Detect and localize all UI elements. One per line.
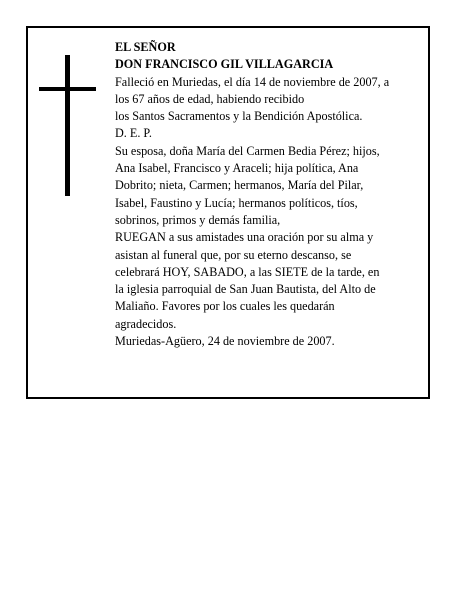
notice-line: Su esposa, doña María del Carmen Bedia Pérez; hijos, (115, 143, 380, 158)
notice-line: Muriedas-Agüero, 24 de noviembre de 2007. (115, 334, 335, 349)
cross-vertical-bar (65, 55, 70, 196)
notice-line: Ana Isabel, Francisco y Araceli; hija política, Ana (115, 161, 359, 176)
notice-heading-title: EL SEÑOR (115, 40, 176, 54)
notice-line: RUEGAN a sus amistades una oración por su alma y (115, 230, 374, 245)
notice-line: sobrinos, primos y demás familia, (115, 212, 281, 227)
notice-text (115, 39, 425, 350)
notice-line: Falleció en Muriedas, el día 14 de noviembre de 2007, a (115, 74, 390, 89)
notice-line: los 67 años de edad, habiendo recibido (115, 91, 305, 106)
notice-line: celebrará HOY, SABADO, a las SIETE de la tarde, en (115, 264, 380, 279)
notice-line: los Santos Sacramentos y la Bendición Apostólica. (115, 109, 363, 124)
cross-horizontal-bar (39, 87, 96, 91)
notice-line: agradecidos. (115, 316, 177, 331)
notice-line: Dobrito; nieta, Carmen; hermanos, María del Pilar, (115, 178, 364, 193)
notice-line: Isabel, Faustino y Lucía; hermanos políticos, tíos, (115, 195, 358, 210)
notice-line: asistan al funeral que, por su eterno descanso, se (115, 247, 352, 262)
notice-line: D. E. P. (115, 126, 152, 141)
notice-heading-name: DON FRANCISCO GIL VILLAGARCIA (115, 57, 334, 72)
obituary-notice (26, 26, 430, 399)
notice-line: la iglesia parroquial de San Juan Bautista, del Alto de (115, 282, 376, 297)
notice-line: Maliaño. Favores por los cuales les quedarán (115, 299, 335, 314)
